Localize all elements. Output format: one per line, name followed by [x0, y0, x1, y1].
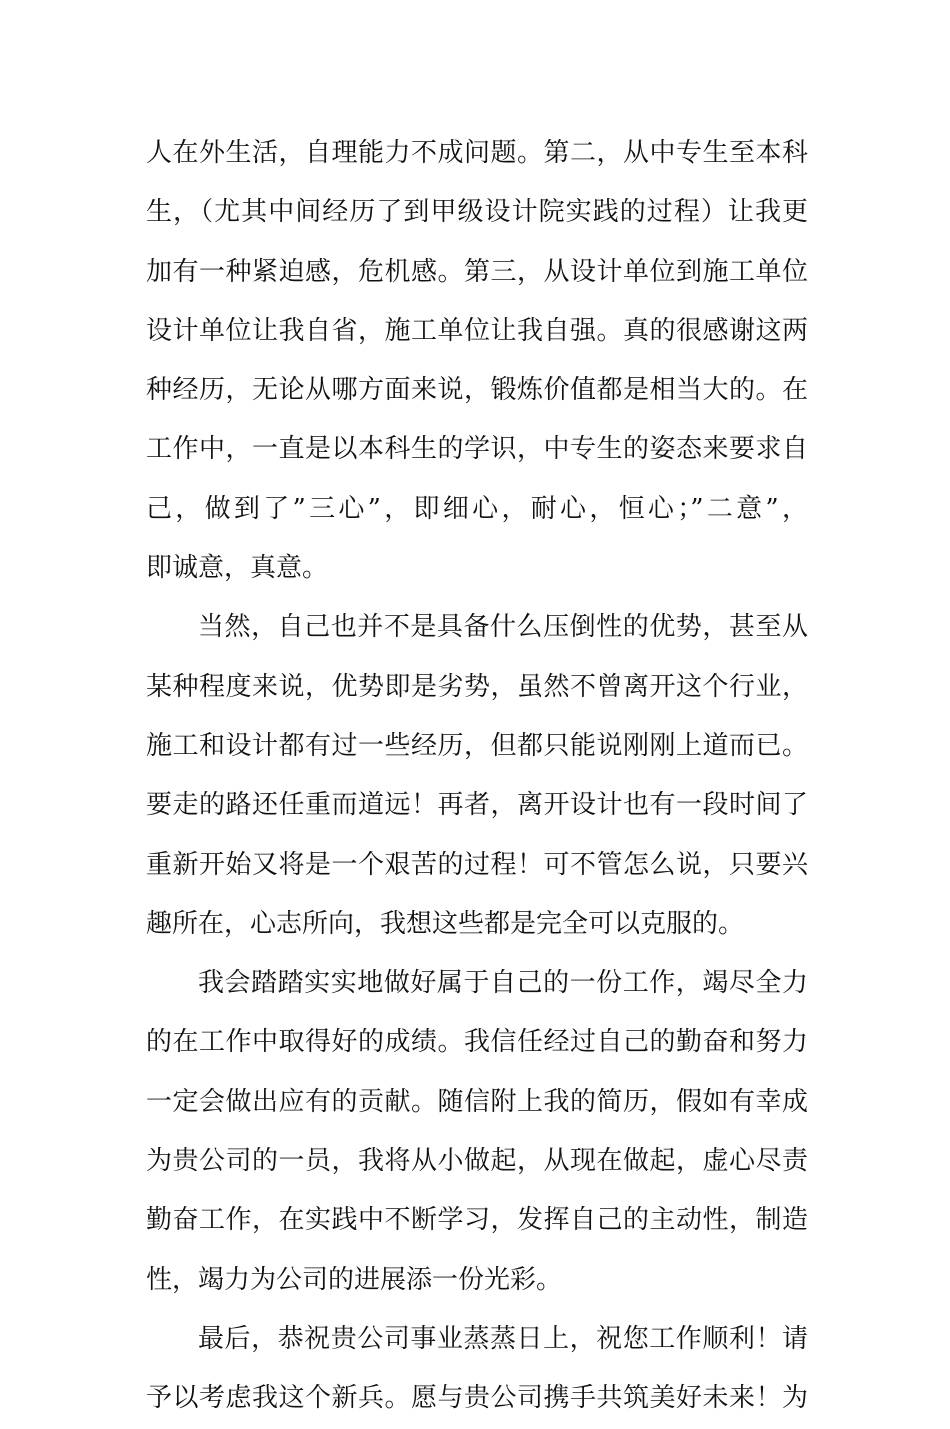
- text-line: 的在工作中取得好的成绩。我信任经过自己的勤奋和努力: [146, 1027, 808, 1058]
- text-line: 予以考虑我这个新兵。愿与贵公司携手共筑美好未来！为: [146, 1383, 808, 1414]
- text-line: 性，竭力为公司的进展添一份光彩。: [146, 1264, 563, 1295]
- text-line: 即诚意，真意。: [146, 553, 329, 584]
- text-line: 人在外生活，自理能力不成问题。第二，从中专生至本科: [146, 138, 808, 168]
- text-line: 种经历，无论从哪方面来说，锻炼价值都是相当大的。在: [146, 375, 808, 406]
- text-line: 为贵公司的一员，我将从小做起，从现在做起，虚心尽责: [146, 1146, 808, 1177]
- paragraph-first-line: 最后，恭祝贵公司事业蒸蒸日上，祝您工作顺利！请: [198, 1323, 808, 1354]
- text-line: 一定会做出应有的贡献。随信附上我的简历，假如有幸成: [146, 1086, 808, 1117]
- body-text: [146, 124, 808, 1429]
- text-line: 某种程度来说，优势即是劣势，虽然不曾离开这个行业，: [146, 671, 808, 702]
- paragraph-first-line: 我会踏踏实实地做好属于自己的一份工作，竭尽全力: [198, 968, 808, 999]
- text-line: 生，（尤其中间经历了到甲级设计院实践的过程）让我更: [146, 197, 808, 228]
- text-line: 勤奋工作，在实践中不断学习，发挥自己的主动性，制造: [146, 1205, 808, 1236]
- text-line: 施工和设计都有过一些经历，但都只能说刚刚上道而已。: [146, 730, 808, 761]
- text-line: 加有一种紧迫感，危机感。第三，从设计单位到施工单位: [146, 256, 808, 287]
- text-line: 重新开始又将是一个艰苦的过程！可不管怎么说，只要兴: [146, 849, 808, 880]
- text-line: 趣所在，心志所向，我想这些都是完全可以克服的。: [146, 908, 745, 939]
- text-line: 设计单位让我自省，施工单位让我自强。真的很感谢这两: [146, 315, 808, 346]
- text-line: 工作中，一直是以本科生的学识，中专生的姿态来要求自: [146, 434, 808, 465]
- paragraph-first-line: 当然，自己也并不是具备什么压倒性的优势，甚至从: [198, 612, 808, 643]
- text-line: 要走的路还任重而道远！再者，离开设计也有一段时间了: [146, 790, 808, 821]
- text-line: 己，做到了”三心”，即细心，耐心，恒心；”二意”，: [146, 493, 808, 524]
